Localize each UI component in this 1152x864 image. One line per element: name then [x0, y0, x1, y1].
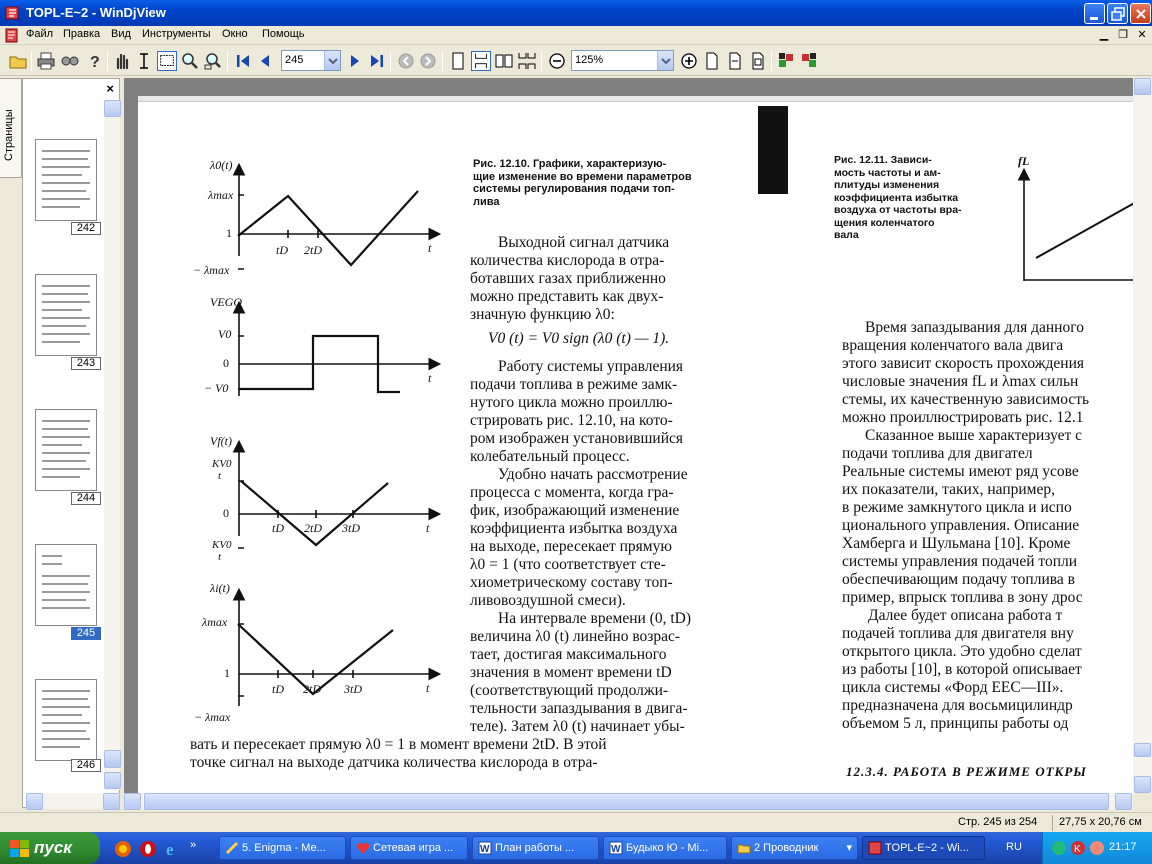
zoom-rect-icon[interactable]: [203, 51, 223, 71]
taskbar-button[interactable]: Сетевая игра ...: [350, 836, 468, 860]
language-indicator[interactable]: RU: [1006, 841, 1022, 853]
body-line: хиометрическому составу топ-: [470, 574, 673, 591]
body-line: Далее будет описана работа т: [868, 607, 1063, 624]
thumbnails-hscrollbar[interactable]: [26, 793, 120, 809]
menu-help[interactable]: Помощь: [262, 28, 305, 40]
mdi-close-button[interactable]: ✕: [1137, 29, 1147, 41]
g2-t-label: t: [428, 371, 432, 385]
body-line: Время запаздывания для данного: [865, 319, 1084, 336]
body-line: Реальные системы имеют ряд усове: [842, 463, 1079, 480]
menu-file[interactable]: Файл: [26, 28, 54, 40]
g4-max-label: λmax: [202, 615, 228, 629]
thumbnail-label-selected[interactable]: 245: [71, 627, 101, 640]
g1-td-label: tD: [276, 243, 288, 257]
start-label: пуск: [34, 838, 72, 857]
viewer-hscrollbar[interactable]: [124, 793, 1133, 810]
g4-one-label: 1: [224, 666, 230, 680]
scroll-up-icon[interactable]: [1134, 78, 1151, 95]
minimize-button[interactable]: [1084, 3, 1105, 24]
chevron-down-icon[interactable]: [324, 51, 340, 70]
body-line: пример, впрыск топлива в зону дрос: [842, 589, 1083, 606]
thumbnails-scrollbar[interactable]: [104, 100, 120, 790]
g4-min-label: − λmax: [194, 710, 231, 724]
single-page-icon[interactable]: [448, 51, 468, 71]
hand-icon[interactable]: [112, 51, 132, 71]
g2-v0-label: V0: [218, 327, 232, 341]
print-icon[interactable]: [36, 51, 56, 71]
g2-zero-label: 0: [223, 356, 229, 370]
thumbnail-label[interactable]: 242: [71, 222, 101, 235]
body-line: подачей топлива для двигателя вну: [842, 625, 1074, 642]
body-line: открытого цикла. Это удобно сделат: [842, 643, 1082, 660]
close-icon: [1131, 4, 1152, 25]
continuous-icon[interactable]: [471, 51, 491, 71]
body-line: этого зависит скорость прохождения: [842, 355, 1084, 372]
mdi-restore-button[interactable]: ❐: [1118, 29, 1128, 41]
document-viewer[interactable]: [124, 78, 1152, 793]
g3-y-label: Vf(t): [210, 434, 232, 448]
g3-kv-label: KV0: [212, 458, 232, 470]
restore-icon: [1108, 4, 1129, 25]
body-line: коэффициента избытка воздуха: [470, 520, 678, 537]
document-icon[interactable]: [4, 28, 20, 43]
zoom-value: 125%: [575, 54, 604, 66]
fig-12-11-caption: Рис. 12.11. Зависи- мость частоты и ам- плитуды изменения коэффициента избытка воздуха от частоты вра- щения коленчатого вала: [834, 154, 962, 241]
rotate-right-icon[interactable]: [799, 51, 819, 71]
facing-continuous-icon[interactable]: [517, 51, 537, 71]
update-icon[interactable]: [1051, 840, 1067, 856]
taskbar-button-active[interactable]: TOPL-E~2 - Wi...: [862, 836, 985, 860]
zoom-combo[interactable]: [571, 50, 674, 71]
g3-mkv-den: t: [218, 551, 222, 563]
body-line: Работу системы управления: [498, 358, 684, 375]
svg-text:e: e: [166, 840, 174, 858]
scroll-down-icon[interactable]: [104, 772, 121, 789]
g4-t-label: t: [426, 681, 430, 695]
body-line: обеспечивающим подачу топлива в: [842, 571, 1075, 588]
body-line: Хамберга и Шульмана [10]. Кроме: [842, 535, 1071, 552]
g1-2td-label: 2tD: [304, 243, 322, 257]
back-icon[interactable]: [396, 51, 416, 71]
zoom-out-icon[interactable]: [547, 51, 567, 71]
taskbar-button[interactable]: 5. Enigma - Me...: [219, 836, 346, 860]
body-line: числовые значения fL и λmax сильн: [842, 373, 1079, 390]
body-line: количества кислорода в отра-: [470, 252, 665, 269]
opera-icon[interactable]: [139, 840, 157, 858]
body-line: из работы [10], в которой описывает: [842, 661, 1082, 678]
window-title: TOPL-E~2 - WinDjView: [26, 5, 166, 20]
open-icon[interactable]: [8, 51, 28, 71]
thumbnail-page[interactable]: [35, 679, 97, 761]
thumbnail-page[interactable]: [35, 139, 97, 221]
enigma-icon: [225, 841, 239, 855]
fig-12-11-axis-label: fL: [1018, 154, 1030, 168]
g3-3td-label: 3tD: [342, 521, 360, 535]
svg-text:W: W: [611, 844, 621, 855]
g3-mkv-label: KV0: [212, 539, 232, 551]
clock: 21:17: [1109, 841, 1137, 853]
thumbnail-label[interactable]: 246: [71, 759, 101, 772]
next-page-icon[interactable]: [344, 51, 364, 71]
body-line: тает, достигая максимального: [470, 646, 667, 663]
g3-td-label: tD: [272, 521, 284, 535]
title-bar[interactable]: [0, 0, 1152, 26]
g1-t-label: t: [428, 241, 432, 255]
g1-min-label: − λmax: [193, 263, 230, 277]
body-line: ционального управления. Описание: [842, 517, 1080, 534]
actual-size-icon[interactable]: [748, 51, 768, 71]
taskbar-button[interactable]: 2 Проводник ▾: [731, 836, 858, 860]
g1-one-label: 1: [226, 226, 232, 240]
scroll-right-icon[interactable]: [1115, 793, 1132, 810]
body-line: колебательный процесс.: [470, 448, 630, 465]
g4-td-label: tD: [272, 682, 284, 696]
g3-kv-den: t: [218, 470, 222, 482]
scroll-up-icon[interactable]: [104, 100, 121, 117]
scroll-thumb[interactable]: [1134, 743, 1151, 757]
taskbar-button[interactable]: W Будыко Ю - Mi...: [603, 836, 727, 860]
body-line: Удобно начать рассмотрение: [498, 466, 688, 483]
document-page: [138, 96, 1138, 793]
g3-zero-label: 0: [223, 506, 229, 520]
g3-2td-label: 2tD: [304, 521, 322, 535]
body-line: (соответствующий продолжи-: [470, 682, 669, 699]
viewer-vscrollbar[interactable]: [1133, 78, 1152, 793]
menu-tools[interactable]: Инструменты: [142, 28, 211, 40]
body-line: цикла системы «Форд EEC—III».: [842, 679, 1064, 696]
close-window-button[interactable]: [1130, 3, 1151, 24]
scroll-left-icon[interactable]: [26, 793, 43, 810]
rotate-left-icon[interactable]: [777, 51, 797, 71]
body-line: теле). Затем λ0 (t) начинает убы-: [470, 718, 685, 735]
windjview-icon: [868, 841, 882, 855]
body-line: фик, изображающий изменение: [470, 502, 680, 519]
body-line: ливовоздушной смеси).: [470, 592, 626, 609]
select-text-icon[interactable]: [134, 51, 154, 71]
body-line: подачи топлива в режиме замк-: [470, 376, 678, 393]
thumbnail-page[interactable]: [35, 274, 97, 356]
pages-tab[interactable]: [0, 78, 22, 178]
scroll-down-icon[interactable]: [1134, 776, 1151, 793]
scroll-right-icon[interactable]: [103, 793, 120, 810]
body-line: стрировать рис. 12.10, на кото-: [470, 412, 673, 429]
body-line: величина λ0 (t) линейно возрас-: [470, 628, 681, 645]
body-line: их показатели, таких, например,: [842, 481, 1055, 498]
antivirus-icon[interactable]: [1070, 840, 1086, 856]
g1-y-label: λ0(t): [210, 158, 233, 172]
zoom-in-icon[interactable]: [679, 51, 699, 71]
body-line: ром изображен установившийся: [470, 430, 684, 447]
ie-icon[interactable]: [164, 840, 182, 858]
taskbar-button[interactable]: W План работы ...: [472, 836, 599, 860]
menu-bar: [0, 26, 1152, 45]
body-line: значную функцию λ0:: [470, 306, 615, 323]
scroll-left-icon[interactable]: [124, 793, 141, 810]
maximize-button[interactable]: [1107, 3, 1128, 24]
thumbnail-page[interactable]: [35, 409, 97, 491]
zoom-icon[interactable]: [180, 51, 200, 71]
close-panel-icon[interactable]: ×: [106, 81, 114, 96]
fit-width-icon[interactable]: [725, 51, 745, 71]
body-line: системы управления подачей топли: [842, 553, 1078, 570]
body-line: тельности запаздывания в двига-: [470, 700, 688, 717]
equation: V0 (t) = V0 sign (λ0 (t) — 1).: [488, 330, 670, 347]
page-number-combo[interactable]: [281, 50, 341, 71]
scroll-thumb[interactable]: [104, 750, 121, 768]
body-line: точке сигнал на выходе датчика количества кислорода в отра-: [190, 754, 598, 771]
pages-tab-label: Страницы: [3, 109, 15, 161]
body-line: можно проиллюстрировать рис. 12.1: [842, 409, 1084, 426]
tray-app-icon[interactable]: [1089, 840, 1105, 856]
body-line: Выходной сигнал датчика: [498, 234, 670, 251]
chevron-down-icon[interactable]: [657, 51, 673, 70]
menu-view[interactable]: Вид: [111, 28, 131, 40]
thumbnail-label[interactable]: 244: [71, 492, 101, 505]
body-line: λ0 = 1 (что соответствует сте-: [470, 556, 666, 573]
scroll-thumb[interactable]: [144, 793, 1109, 810]
fig-12-10-caption: Рис. 12.10. Графики, характеризую- щие изменение во времени параметров системы регулирования подачи топ- лива: [473, 158, 692, 208]
app-icon: [5, 5, 21, 21]
body-line: можно представить как двух-: [470, 288, 664, 305]
g4-2td-label: 2tD: [303, 682, 321, 696]
word-icon: [478, 841, 492, 855]
fit-page-icon[interactable]: [702, 51, 722, 71]
section-heading: 12.3.4. РАБОТА В РЕЖИМЕ ОТКРЫ: [846, 764, 1087, 779]
forward-icon[interactable]: [418, 51, 438, 71]
page-number-value: 245: [285, 54, 304, 66]
body-line: процесса с момента, когда гра-: [470, 484, 674, 501]
menu-window[interactable]: Окно: [222, 28, 248, 40]
page-info: Стр. 245 из 254: [958, 816, 1038, 828]
menu-edit[interactable]: Правка: [63, 28, 101, 40]
minimize-icon: [1085, 4, 1106, 25]
body-line: нутого цикла можно проиллю-: [470, 394, 673, 411]
status-bar: [0, 812, 1152, 832]
body-line: в режиме замкнутого цикла и испо: [842, 499, 1072, 516]
group-chevron-icon: ▾: [846, 842, 852, 854]
body-line: стемы, их качественную зависимость: [842, 391, 1090, 408]
body-line: вращения коленчатого вала двига: [842, 337, 1064, 354]
folder-icon: [737, 841, 751, 855]
body-line: вать и пересекает прямую λ0 = 1 в момент времени 2tD. В этой: [190, 736, 607, 753]
body-line: на выходе, пересекает прямую: [470, 538, 672, 555]
last-page-icon[interactable]: [367, 51, 387, 71]
thumbnail-label[interactable]: 243: [71, 357, 101, 370]
select-rect-icon[interactable]: [157, 51, 177, 71]
find-icon[interactable]: [60, 51, 80, 71]
body-line: объемом 5 л, принципы работы од: [842, 715, 1069, 732]
g2-y-label: VEGO: [210, 295, 242, 309]
thumbnail-page[interactable]: [35, 544, 97, 626]
toolbar: [0, 46, 1152, 76]
g1-max-label: λmax: [208, 188, 234, 202]
help-icon[interactable]: [84, 51, 104, 71]
svg-text:K: K: [1074, 844, 1081, 855]
facing-icon[interactable]: [494, 51, 514, 71]
system-tray: [1042, 832, 1152, 864]
svg-text:?: ?: [90, 54, 100, 71]
svg-text:W: W: [480, 844, 490, 855]
g2-mv0-label: − V0: [204, 381, 229, 395]
windows-logo-icon: [10, 840, 30, 858]
quicklaunch-chevron-icon[interactable]: »: [190, 839, 197, 851]
word-icon: [609, 841, 623, 855]
g4-3td-label: 3tD: [344, 682, 362, 696]
heart-icon: [356, 841, 370, 855]
start-button[interactable]: [0, 832, 100, 864]
g3-t-label: t: [426, 521, 430, 535]
body-line: значения в момент времени tD: [470, 664, 672, 681]
prev-page-icon[interactable]: [256, 51, 276, 71]
body-line: Сказанное выше характеризует с: [865, 427, 1083, 444]
taskbar: [0, 832, 1152, 864]
body-line: подачи топлива для двигател: [842, 445, 1033, 462]
size-info: 27,75 x 20,76 см: [1052, 815, 1142, 831]
g4-y-label: λi(t): [210, 581, 230, 595]
body-line: На интервале времени (0, tD): [498, 610, 691, 627]
body-line: предназначена для восьмицилиндр: [842, 697, 1073, 714]
mdi-minimize-button[interactable]: ▁: [1099, 29, 1109, 41]
body-line: ботавших газах приближенно: [470, 270, 666, 287]
firefox-icon[interactable]: [114, 840, 132, 858]
first-page-icon[interactable]: [233, 51, 253, 71]
